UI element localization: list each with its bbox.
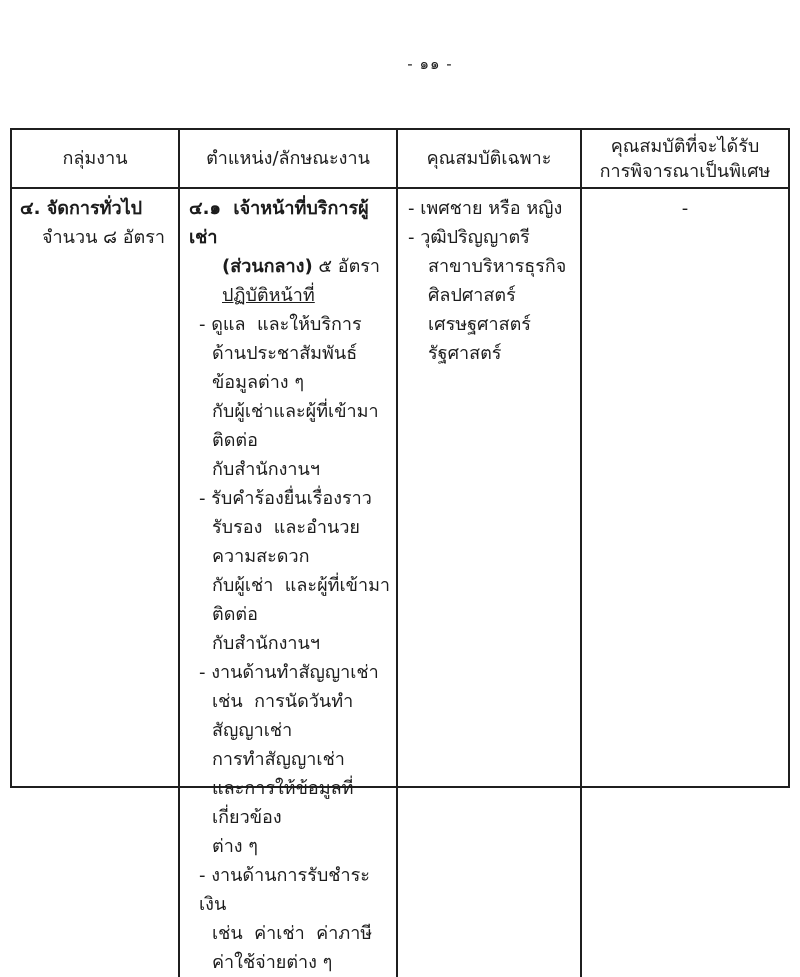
text-segment: (ส่วนกลาง) (222, 256, 313, 277)
text-line: ด้านประชาสัมพันธ์ข้อมูลต่าง ๆ (212, 343, 358, 393)
column-header-special-label-line2: การพิจารณาเป็นพิเศษ (599, 160, 771, 182)
qualifications-cell (396, 187, 580, 977)
column-header-special (580, 130, 788, 187)
text-line: - เพศชาย หรือ หญิง (408, 198, 563, 219)
text-line: กับสำนักงานฯ (212, 633, 320, 654)
text-line: กับผู้เช่าและผู้ที่เข้ามาติดต่อ (212, 401, 379, 451)
page-number: - ๑๑ - (407, 55, 453, 73)
column-header-group (12, 130, 178, 187)
text-line: ๔. จัดการทั่วไป (20, 198, 143, 219)
text-line: กับผู้เช่า และผู้ที่เข้ามาติดต่อ (212, 575, 391, 625)
text-line: - วุฒิปริญญาตรี (408, 227, 530, 248)
text-segment: ๕ อัตรา (312, 256, 381, 277)
text-line: รัฐศาสตร์ (428, 343, 502, 364)
column-header-position-label: ตำแหน่ง/ลักษณะงาน (206, 148, 370, 169)
column-header-position (178, 130, 396, 187)
text-line: กับสำนักงานฯ (212, 459, 320, 480)
text-line: - ดูแล และให้บริการ (199, 314, 362, 335)
text-line: และการให้ข้อมูลที่เกี่ยวข้อง (212, 778, 354, 828)
special-cell (580, 187, 788, 977)
text-line: - (681, 198, 689, 219)
text-line: ศิลปศาสตร์ เศรษฐศาสตร์ (428, 285, 531, 335)
text-line: รับรอง และอำนวยความสะดวก (212, 517, 360, 567)
text-line (180, 252, 396, 281)
text-line: - งานด้านการรับชำระเงิน (199, 865, 370, 915)
column-header-special-label-line1: คุณสมบัติที่จะได้รับ (610, 135, 760, 157)
text-line: สาขาบริหารธุรกิจ (428, 256, 567, 277)
text-line: เช่น การนัดวันทำสัญญาเช่า (212, 691, 354, 741)
recruitment-table (10, 128, 790, 973)
text-line: ปฏิบัติหน้าที่ (222, 285, 315, 306)
text-line: ต่าง ๆ (212, 836, 258, 857)
position-cell (178, 187, 396, 977)
column-header-qualifications (396, 130, 580, 187)
text-line: ๔.๑ เจ้าหน้าที่บริการผู้เช่า (189, 198, 369, 248)
text-line: ค่าใช้จ่ายต่าง ๆ (212, 952, 333, 973)
text-line: จำนวน ๘ อัตรา (42, 227, 165, 248)
text-line: เช่น ค่าเช่า ค่าภาษี (212, 923, 373, 944)
group-cell (12, 187, 178, 977)
column-header-qualifications-label: คุณสมบัติเฉพาะ (426, 148, 552, 169)
text-line: - งานด้านทำสัญญาเช่า (199, 662, 379, 683)
column-header-group-label: กลุ่มงาน (62, 148, 128, 169)
text-line: การทำสัญญาเช่า (212, 749, 345, 770)
text-line: - รับคำร้องยื่นเรื่องราว (199, 488, 372, 509)
